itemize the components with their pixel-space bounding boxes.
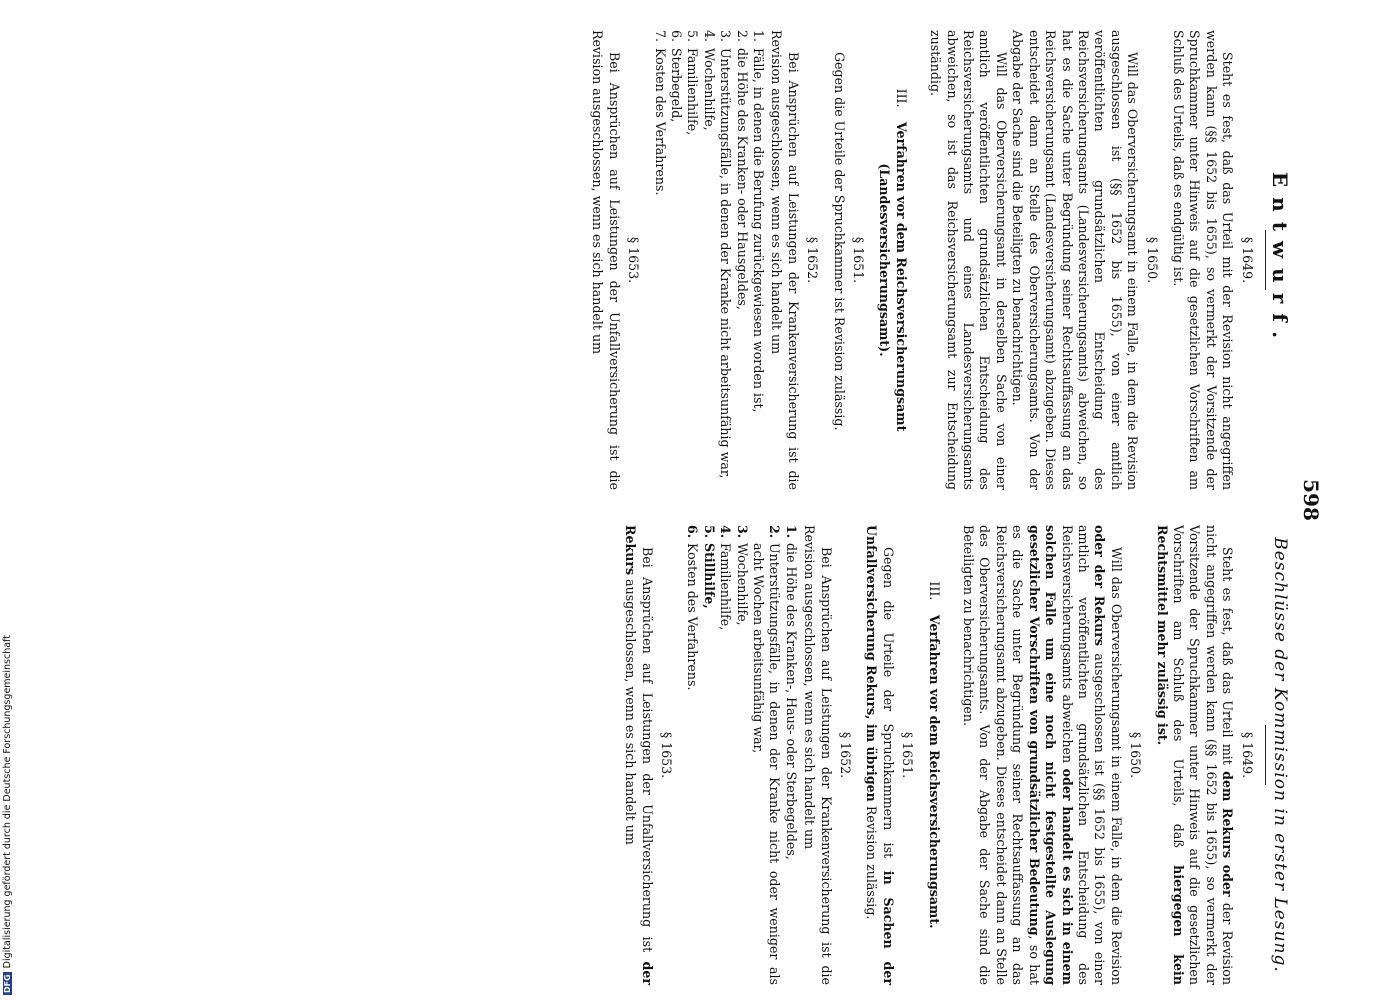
- paragraph-1650-2: Will das Oberversicherungsamt in derselben Sache von einer amtlich veröffentlichten grundsätzlichen Entscheidung des Reichsversicherungsamts und eines Landesversicherungsamts abweichen, so ist das Reichsversicherungsamt zur Entscheidung zuständig.: [928, 30, 1009, 490]
- list-item: 6.Kosten des Verfahrens.: [685, 525, 701, 691]
- paragraph-1650: Will das Oberversicherungsamt in einem Falle, in dem die Revision ausgeschlossen ist (§§ 1652 bis 1655), von einer amtlich veröffentlichten grundsätzlichen Entscheidung des Reichsversicherungsamts (Landesversicherungsamts) abweichen, so hat es die Sache unter Begründung seiner Rechtsauffassung an das Reichsversicherungsamt (Landesversicherungsamt) abzugeben. Dieses entscheidet dann an Stelle des Oberversicherungsamts. Von der Abgabe der Sache sind die Beteiligten zu benachrichtigen.: [1010, 30, 1141, 490]
- list-item: 7.Kosten des Verfahrens.: [652, 30, 668, 196]
- heading-rule: [1265, 725, 1266, 785]
- paragraph-1649: Steht es fest, daß das Urteil mit dem Rekurs oder der Revision nicht angegriffen werden kann (§§ 1652 bis 1655), so vermerkt der Vorsitzende der Spruchkammer unter Hinweis auf die gesetzlichen Vorschriften am Schluß des Urteils, daß hiergegen kein Rechtsmittel mehr zulässig ist.: [1154, 525, 1236, 985]
- list-item: 4.Wochenhilfe,: [701, 30, 717, 131]
- credit-text: Digitalisierung gefördert durch die Deutsche Forschungsgemeinschaft: [2, 635, 13, 969]
- section-number: § 1651.: [851, 236, 867, 284]
- section-number: § 1650.: [1128, 731, 1144, 779]
- part-title: Verfahren vor dem Reichsversicherungsamt.: [926, 614, 942, 929]
- credit-line: [2, 635, 13, 995]
- paragraph-1651: Gegen die Urteile der Spruchkammer ist Revision zulässig.: [831, 52, 847, 431]
- section-number: § 1652.: [838, 731, 854, 779]
- list-item: 1.die Höhe des Kranken-, Haus- oder Sterbegeldes,: [783, 525, 799, 860]
- part-title: Verfahren vor dem Reichsversicherungsamt (Landesversicherungsamt).: [877, 121, 909, 432]
- section-number: § 1653.: [659, 731, 674, 779]
- section-number: § 1650.: [1144, 236, 1160, 284]
- list-item: 3.Unterstützungsfälle, in denen der Kranke nicht arbeitsunfähig war,: [718, 30, 734, 479]
- column-entwurf: [589, 30, 1292, 490]
- section-number: § 1652.: [805, 236, 821, 284]
- paragraph-1650: Will das Oberversicherungsamt in einem Falle, in dem die Revision oder der Rekurs ausgeschlossen ist (§§ 1652 bis 1655), von einer amtlich veröffentlichten grundsätzlichen Entscheidung des Reichsversicherungsamts abweichen oder handelt es sich in einem solchen Falle um eine noch nicht festgestellte Auslegung gesetzlicher Vorschriften von grundsätzlicher Bedeutung, so hat es die Sache unter Begründung seiner Rechtsauffassung an das Reichsversicherungsamt abzugeben. Dieses entscheidet dann an Stelle des Oberversicherungsamts. Von der Abgabe der Sache sind die Beteiligten zu benachrichtigen.: [961, 525, 1124, 986]
- part-number: III.: [926, 581, 942, 601]
- list-item: 4.Familienhilfe,: [718, 525, 734, 631]
- paragraph-1652: Bei Ansprüchen auf Leistungen der Krankenversicherung ist die Revision ausgeschlossen, wenn es sich handelt um: [802, 525, 834, 985]
- section-number: § 1651.: [900, 731, 916, 779]
- paragraph-1653: Bei Ansprüchen auf Leistungen der Unfallversicherung ist die Revision ausgeschlossen, wenn es sich handelt um: [590, 30, 622, 490]
- list-item: 6.Sterbegeld,: [669, 30, 684, 123]
- list-item: 3.Wochenhilfe,: [734, 525, 750, 626]
- column-heading-entwurf: Entwurf.: [1268, 171, 1292, 349]
- page-number: 598: [1299, 479, 1323, 521]
- list-item: 5.Familienhilfe,: [685, 30, 701, 136]
- list-1652-right: [684, 525, 799, 985]
- dfg-logo: DFG: [3, 974, 12, 993]
- section-number: § 1649.: [1239, 236, 1255, 284]
- list-item: 2.die Höhe des Kranken- oder Hausgeldes,: [734, 30, 750, 310]
- part-heading: [876, 30, 909, 490]
- heading-rule: [1265, 230, 1266, 290]
- list-item: 5.Stillhilfe,: [701, 525, 717, 609]
- section-number: § 1649.: [1239, 731, 1255, 779]
- column-heading-beschluesse: Beschlüsse der Kommission in erster Lesung.: [1270, 537, 1290, 973]
- paragraph-1652: Bei Ansprüchen auf Leistungen der Krankenversicherung ist die Revision ausgeschlossen, wenn es sich handelt um: [769, 30, 801, 490]
- list-1652-left: [651, 30, 766, 490]
- section-number: § 1653.: [626, 236, 642, 284]
- part-number: III.: [893, 88, 909, 108]
- part-heading: [925, 525, 941, 985]
- paragraph-1653: Bei Ansprüchen auf Leistungen der Unfallversicherung ist der Rekurs ausgeschlossen, wenn es sich handelt um: [623, 525, 655, 985]
- paragraph-1651: Gegen die Urteile der Spruchkammern ist in Sachen der Unfallversicherung Rekurs, im übrigen Revision zulässig.: [864, 525, 896, 985]
- list-item: 2.Unterstützungsfälle, in denen der Kranke nicht oder weniger als acht Wochen arbeitsunfähig war,: [751, 525, 783, 985]
- column-beschluesse: [622, 525, 1288, 985]
- paragraph-1649: Steht es fest, daß das Urteil mit der Revision nicht angegriffen werden kann (§§ 1652 bis 1655), so vermerkt der Vorsitzende der Spruchkammer unter Hinweis auf die gesetzlichen Vorschriften am Schluß des Urteils, daß es endgültig ist.: [1170, 30, 1236, 490]
- list-item: 1.Fälle, in denen die Berufung zurückgewiesen worden ist,: [751, 30, 767, 413]
